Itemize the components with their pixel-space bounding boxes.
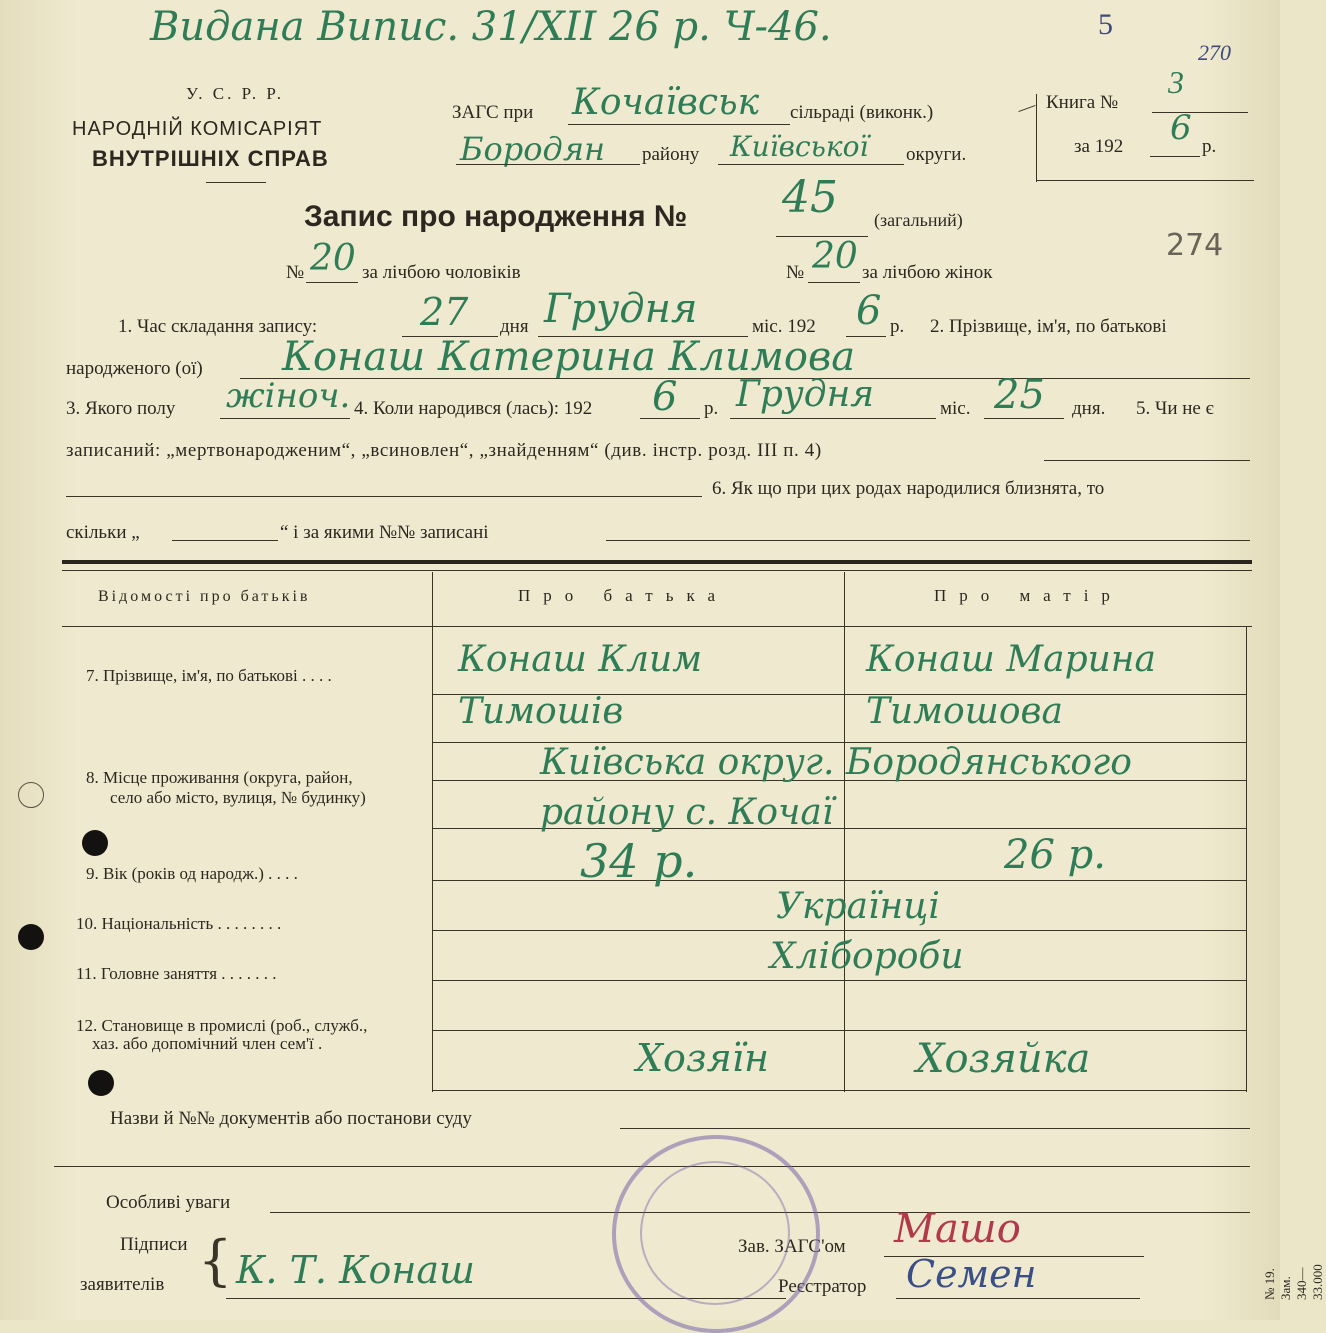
field4-label: 4. Коли народився (лась): 192 (354, 398, 593, 419)
men-no-sign: № (286, 262, 305, 283)
field2-label: 2. Прізвище, ім'я, по батькові (930, 316, 1167, 337)
mother-name: Конаш Марина Тимошова (866, 639, 1156, 732)
binder-hole (88, 1070, 114, 1096)
field1-label: 1. Час складання запису: (118, 316, 318, 337)
signers-label2: заявителів (80, 1274, 165, 1295)
header-divider (206, 182, 266, 183)
birth-day: 25 (994, 372, 1045, 418)
record-title: Запис про народження № (304, 200, 688, 233)
col-header-father: Про батька (518, 586, 729, 605)
ussr-heading: У. С. Р. Р. (186, 84, 285, 103)
record-number: 45 (782, 172, 838, 223)
field1-day-label: дня (500, 316, 529, 337)
mother-status: Хозяйка (916, 1036, 1091, 1082)
field1-year: 6 (856, 288, 882, 334)
signer-signature: К. Т. Конаш (236, 1248, 476, 1292)
record-general-label: (загальний) (874, 210, 963, 230)
field5-label2: записаний: „мертвонародженим“, „всиновлен“, „знайденням“ (див. інстр. розд. III п. 4) (66, 440, 822, 461)
row8-label2: село або місто, вулиця, № будинку) (110, 788, 366, 807)
binder-hole (18, 924, 44, 950)
col-header-mother: Про матір (934, 586, 1123, 605)
men-label: за лічбою чоловіків (362, 262, 521, 283)
row12-label2: хаз. або допомічний член сем'ї . (92, 1034, 323, 1053)
archive-number: 270 (1198, 40, 1231, 65)
field6-label3: “ і за якими №№ записані (280, 522, 489, 543)
father-name: Конаш Клим Тимошів (458, 639, 703, 732)
commissariat-line1: НАРОДНІЙ КОМІСАРІЯТ (72, 118, 323, 140)
field2-label2: народженого (ої) (66, 358, 203, 379)
row7-label: 7. Прізвище, ім'я, по батькові . . . . (86, 666, 332, 685)
birth-month: Грудня (736, 374, 875, 415)
binder-hole-ring (18, 782, 44, 808)
issued-note: Видана Випис. 31/XII 26 р. Ч-46. (150, 4, 832, 50)
row9-label: 9. Вік (років од народж.) . . . . (86, 864, 298, 883)
book-year: 6 (1170, 108, 1192, 148)
field1-day: 27 (420, 290, 469, 334)
women-label: за лічбою жінок (862, 262, 993, 283)
occupation: Хлібороби (770, 936, 964, 977)
commissariat-line2: ВНУТРІШНІХ СПРАВ (92, 146, 329, 171)
row12-label: 12. Становище в промислі (роб., служб., (76, 1016, 368, 1035)
child-name: Конаш Катерина Климова (282, 334, 856, 380)
birth-year-suffix: р. (704, 398, 719, 419)
field1-year-suffix: р. (890, 316, 905, 337)
field1-month-label: міс. 192 (752, 316, 816, 337)
council-suffix: сільраді (виконк.) (790, 102, 934, 123)
head-signature: Машо (894, 1206, 1021, 1252)
father-status: Хозяїн (636, 1036, 769, 1080)
men-number: 20 (310, 238, 356, 279)
registrar-label: Реєстратор (778, 1276, 867, 1297)
book-label: Книга № (1046, 92, 1119, 113)
women-no-sign: № (786, 262, 805, 283)
book-year-label: за 192 (1074, 136, 1124, 157)
zags-okrug: Київської (730, 130, 869, 163)
sex-value: жіноч. (226, 376, 351, 416)
signers-label1: Підписи (120, 1234, 188, 1255)
notes-label: Особливі уваги (106, 1192, 231, 1213)
father-age: 34 р. (580, 834, 698, 888)
women-number: 20 (812, 236, 858, 277)
field5-label: 5. Чи не є (1136, 398, 1214, 419)
printer-imprint: № 19. Зам. 340—33.000 (1262, 1264, 1325, 1300)
field6-label: 6. Як що при цих родах народилися близнята, то (712, 478, 1105, 499)
zags-prefix: ЗАГС при (452, 102, 534, 123)
col-header-parents: Відомості про батьків (98, 588, 311, 605)
birth-month-label: міс. (940, 398, 971, 419)
birth-year: 6 (652, 374, 678, 420)
head-label: Зав. ЗАГС'ом (738, 1236, 846, 1257)
row11-label: 11. Головне заняття . . . . . . . (76, 964, 277, 983)
corner-number: 274 (1166, 228, 1224, 263)
official-stamp (612, 1135, 820, 1333)
district-label: району (642, 144, 700, 165)
zags-village: Кочаївськ (572, 82, 760, 123)
signers-brace: { (198, 1229, 233, 1292)
zags-district: Бородян (460, 130, 606, 168)
book-year-suffix: р. (1202, 136, 1217, 157)
field1-month: Грудня (544, 286, 698, 332)
field3-label: 3. Якого полу (66, 398, 176, 419)
nationality: Українці (776, 886, 940, 927)
book-number: 3 (1168, 64, 1184, 100)
birth-day-label: дня. (1072, 398, 1106, 419)
row8-label: 8. Місце проживання (округа, район, (86, 768, 353, 787)
row10-label: 10. Національність . . . . . . . . (76, 914, 282, 933)
docs-label: Назви й №№ документів або постанови суду (110, 1108, 472, 1129)
residence: Київська округ. Бородянського району с. Кочаї (540, 742, 1132, 833)
table-top-rule (62, 560, 1252, 564)
binder-hole (82, 830, 108, 856)
page-number: 5 (1098, 8, 1113, 41)
okrug-label: округи. (906, 144, 967, 165)
mother-age: 26 р. (1004, 832, 1106, 878)
registrar-signature: Семен (906, 1252, 1037, 1296)
field6-label2: скільки „ (66, 522, 140, 543)
